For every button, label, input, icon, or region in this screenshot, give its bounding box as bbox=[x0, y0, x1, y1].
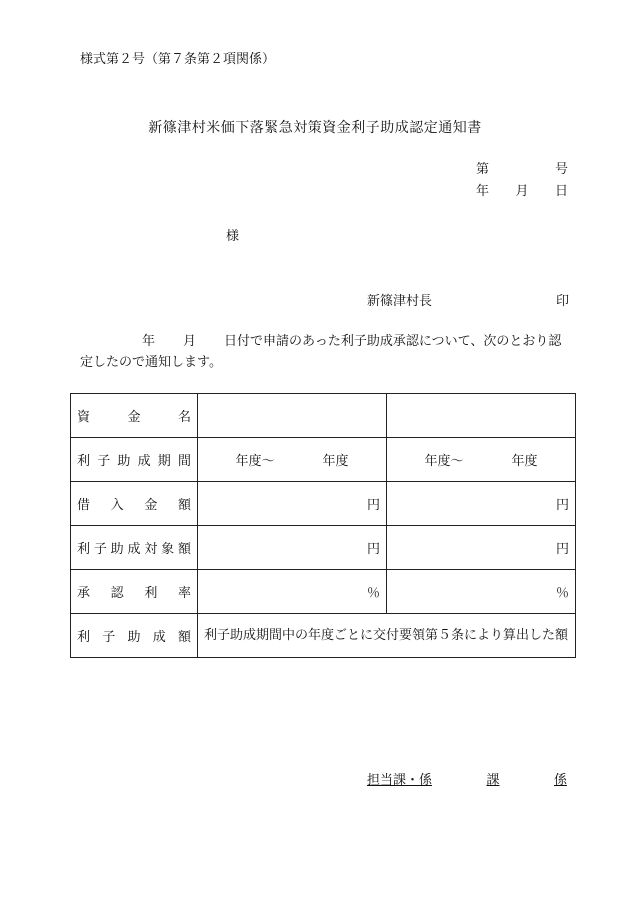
table-row bbox=[71, 482, 576, 526]
label-char: 額 bbox=[177, 542, 191, 557]
period-cell-2 bbox=[387, 438, 576, 482]
label-char: 入 bbox=[110, 498, 124, 513]
addressee-honorific: 様 bbox=[226, 229, 240, 244]
document-number-line bbox=[476, 158, 568, 177]
label-text bbox=[77, 406, 191, 425]
issuer-name: 新篠津村長 bbox=[367, 294, 433, 309]
table-row bbox=[71, 438, 576, 482]
label-char: 資 bbox=[77, 410, 91, 425]
row-label-subsidy-target bbox=[71, 526, 198, 570]
contact-line bbox=[367, 769, 567, 788]
body-text: 日付で申請のあった利子助成承認について、次のとおり認定したので通知します。 bbox=[80, 334, 562, 370]
label-char: 期 bbox=[157, 454, 171, 469]
label-char: 助 bbox=[117, 454, 131, 469]
label-char: 助 bbox=[127, 630, 141, 645]
row-label-loan-amount bbox=[71, 482, 198, 526]
subsidy-target-cell-2: 円 bbox=[387, 526, 576, 570]
details-table bbox=[70, 393, 576, 658]
label-char: 対 bbox=[144, 542, 158, 557]
row-label-fund-name bbox=[71, 394, 198, 438]
label-char: 成 bbox=[137, 454, 151, 469]
row-label-approved-rate bbox=[71, 570, 198, 614]
table-row bbox=[71, 394, 576, 438]
label-char: 承 bbox=[77, 586, 91, 601]
date-day: 日 bbox=[554, 184, 568, 199]
label-char: 成 bbox=[152, 630, 166, 645]
contact-unit: 係 bbox=[553, 773, 567, 788]
fund-name-cell-2 bbox=[387, 394, 576, 438]
loan-amount-cell-2: 円 bbox=[387, 482, 576, 526]
fund-name-cell-1 bbox=[198, 394, 387, 438]
label-char: 象 bbox=[161, 542, 175, 557]
seal-mark: 印 bbox=[556, 294, 570, 309]
loan-amount-cell-1: 円 bbox=[198, 482, 387, 526]
label-char: 率 bbox=[177, 586, 191, 601]
form-number: 様式第２号（第７条第２項関係） bbox=[80, 52, 276, 67]
contact-section: 課 bbox=[486, 773, 500, 788]
table-row bbox=[71, 614, 576, 658]
body-year: 年 bbox=[142, 334, 156, 349]
label-char: 金 bbox=[144, 498, 158, 513]
label-text bbox=[77, 582, 191, 601]
label-char: 額 bbox=[177, 630, 191, 645]
date-year: 年 bbox=[476, 184, 490, 199]
label-text bbox=[77, 494, 191, 513]
label-char: 名 bbox=[177, 410, 191, 425]
period-start: 年度～ bbox=[235, 454, 275, 469]
label-char: 利 bbox=[144, 586, 158, 601]
number-prefix: 第 bbox=[476, 162, 490, 177]
date-month: 月 bbox=[515, 184, 529, 199]
label-text bbox=[77, 626, 191, 645]
date-line bbox=[476, 180, 568, 199]
label-char: 認 bbox=[110, 586, 124, 601]
label-char: 利 bbox=[77, 542, 91, 557]
period-end: 年度 bbox=[511, 454, 538, 469]
period-start: 年度～ bbox=[424, 454, 464, 469]
label-char: 金 bbox=[127, 410, 141, 425]
subsidy-target-cell-1: 円 bbox=[198, 526, 387, 570]
approved-rate-cell-2: ％ bbox=[387, 570, 576, 614]
label-char: 助 bbox=[110, 542, 124, 557]
period-end: 年度 bbox=[322, 454, 349, 469]
body-month: 月 bbox=[183, 334, 197, 349]
subsidy-amount-note: 利子助成期間中の年度ごとに交付要領第５条により算出した額 bbox=[198, 614, 576, 658]
label-char: 子 bbox=[93, 542, 107, 557]
label-char: 子 bbox=[102, 630, 116, 645]
document-title: 新篠津村米価下落緊急対策資金利子助成認定通知書 bbox=[148, 120, 482, 136]
row-label-subsidy-amount bbox=[71, 614, 198, 658]
label-char: 借 bbox=[77, 498, 91, 513]
table-row bbox=[71, 526, 576, 570]
label-text bbox=[77, 450, 191, 469]
label-char: 額 bbox=[177, 498, 191, 513]
label-char: 利 bbox=[77, 630, 91, 645]
contact-label: 担当課・係 bbox=[367, 773, 433, 788]
label-text bbox=[77, 538, 191, 557]
label-char: 子 bbox=[97, 454, 111, 469]
body-paragraph bbox=[80, 331, 570, 373]
table-row bbox=[71, 570, 576, 614]
number-suffix: 号 bbox=[554, 162, 568, 177]
label-char: 間 bbox=[177, 454, 191, 469]
row-label-period bbox=[71, 438, 198, 482]
approved-rate-cell-1: ％ bbox=[198, 570, 387, 614]
period-cell-1 bbox=[198, 438, 387, 482]
label-char: 利 bbox=[77, 454, 91, 469]
label-char: 成 bbox=[127, 542, 141, 557]
